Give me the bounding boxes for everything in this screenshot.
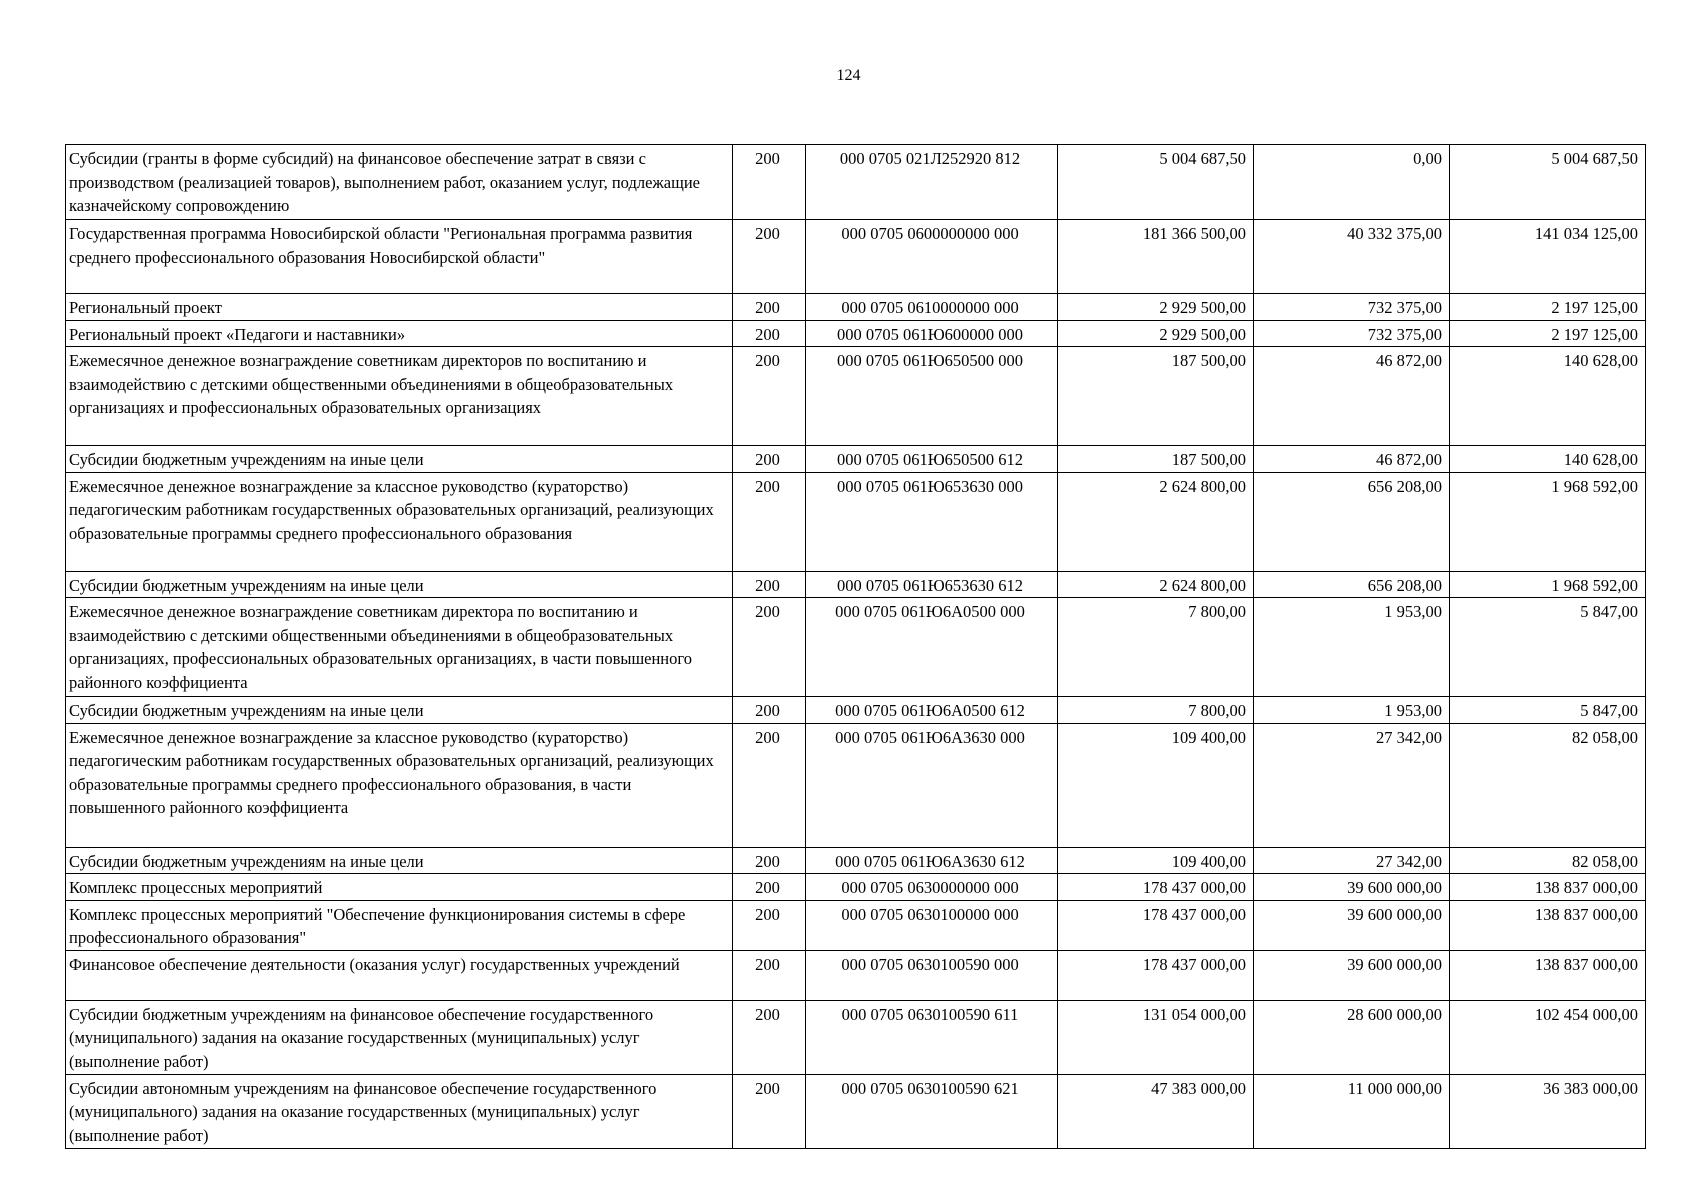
- row-remaining-amount: 138 837 000,00: [1450, 900, 1646, 950]
- table-row: [66, 900, 1646, 950]
- row-remaining-amount: 1 968 592,00: [1450, 472, 1646, 571]
- row-plan-amount: 109 400,00: [1058, 723, 1254, 847]
- row-remaining-amount: 5 004 687,50: [1450, 145, 1646, 220]
- row-budget-code: 000 0705 021Л252920 812: [806, 145, 1058, 220]
- row-remaining-amount: 1 968 592,00: [1450, 571, 1646, 598]
- row-name: Ежемесячное денежное вознаграждение за классное руководство (кураторство) педагогическим работникам государственных образовательных организаций, реализующих образовательные программы среднего профессионального образования, в части повышенного районного коэффициента: [66, 723, 733, 847]
- row-remaining-amount: 36 383 000,00: [1450, 1074, 1646, 1148]
- row-budget-code: 000 0705 0600000000 000: [806, 220, 1058, 294]
- row-executed-amount: 1 953,00: [1254, 598, 1450, 697]
- row-budget-code: 000 0705 061Ю650500 000: [806, 347, 1058, 446]
- table-row: [66, 1000, 1646, 1074]
- row-plan-amount: 131 054 000,00: [1058, 1000, 1254, 1074]
- row-plan-amount: 187 500,00: [1058, 347, 1254, 446]
- row-budget-code: 000 0705 061Ю6А3630 612: [806, 847, 1058, 874]
- row-executed-amount: 46 872,00: [1254, 347, 1450, 446]
- table-row: [66, 697, 1646, 724]
- row-admin-code: 200: [733, 571, 806, 598]
- row-admin-code: 200: [733, 598, 806, 697]
- row-remaining-amount: 5 847,00: [1450, 598, 1646, 697]
- row-plan-amount: 2 624 800,00: [1058, 472, 1254, 571]
- table-row: [66, 950, 1646, 1000]
- row-executed-amount: 27 342,00: [1254, 723, 1450, 847]
- row-plan-amount: 178 437 000,00: [1058, 874, 1254, 901]
- row-budget-code: 000 0705 061Ю650500 612: [806, 446, 1058, 473]
- row-remaining-amount: 138 837 000,00: [1450, 874, 1646, 901]
- row-budget-code: 000 0705 0630100590 621: [806, 1074, 1058, 1148]
- row-executed-amount: 46 872,00: [1254, 446, 1450, 473]
- row-plan-amount: 181 366 500,00: [1058, 220, 1254, 294]
- row-remaining-amount: 2 197 125,00: [1450, 294, 1646, 321]
- row-executed-amount: 732 375,00: [1254, 320, 1450, 347]
- row-remaining-amount: 102 454 000,00: [1450, 1000, 1646, 1074]
- table-row: [66, 472, 1646, 571]
- row-name: Комплекс процессных мероприятий "Обеспечение функционирования системы в сфере профессионального образования": [66, 900, 733, 950]
- table-row: [66, 1074, 1646, 1148]
- row-budget-code: 000 0705 061Ю600000 000: [806, 320, 1058, 347]
- row-budget-code: 000 0705 0610000000 000: [806, 294, 1058, 321]
- row-admin-code: 200: [733, 1000, 806, 1074]
- row-plan-amount: 109 400,00: [1058, 847, 1254, 874]
- row-plan-amount: 178 437 000,00: [1058, 950, 1254, 1000]
- row-remaining-amount: 141 034 125,00: [1450, 220, 1646, 294]
- row-admin-code: 200: [733, 847, 806, 874]
- row-executed-amount: 1 953,00: [1254, 697, 1450, 724]
- row-name: Комплекс процессных мероприятий: [66, 874, 733, 901]
- row-remaining-amount: 82 058,00: [1450, 847, 1646, 874]
- row-plan-amount: 5 004 687,50: [1058, 145, 1254, 220]
- row-name: Ежемесячное денежное вознаграждение советникам директоров по воспитанию и взаимодействию с детскими общественными объединениями в общеобразовательных организациях и профессиональных образовательных организациях: [66, 347, 733, 446]
- table-row: [66, 598, 1646, 697]
- row-admin-code: 200: [733, 220, 806, 294]
- row-admin-code: 200: [733, 472, 806, 571]
- row-admin-code: 200: [733, 320, 806, 347]
- row-executed-amount: 656 208,00: [1254, 571, 1450, 598]
- table-row: [66, 446, 1646, 473]
- row-remaining-amount: 140 628,00: [1450, 347, 1646, 446]
- row-name: Субсидии бюджетным учреждениям на иные цели: [66, 847, 733, 874]
- row-admin-code: 200: [733, 950, 806, 1000]
- row-admin-code: 200: [733, 697, 806, 724]
- row-budget-code: 000 0705 061Ю653630 612: [806, 571, 1058, 598]
- row-name: Ежемесячное денежное вознаграждение за классное руководство (кураторство) педагогическим работникам государственных образовательных организаций, реализующих образовательные программы среднего профессионального образования: [66, 472, 733, 571]
- row-remaining-amount: 5 847,00: [1450, 697, 1646, 724]
- row-executed-amount: 0,00: [1254, 145, 1450, 220]
- row-remaining-amount: 2 197 125,00: [1450, 320, 1646, 347]
- row-name: Финансовое обеспечение деятельности (оказания услуг) государственных учреждений: [66, 950, 733, 1000]
- row-budget-code: 000 0705 061Ю6А3630 000: [806, 723, 1058, 847]
- row-name: Субсидии бюджетным учреждениям на иные цели: [66, 571, 733, 598]
- row-name: Субсидии (гранты в форме субсидий) на финансовое обеспечение затрат в связи с производством (реализацией товаров), выполнением работ, оказанием услуг, подлежащие казначейскому сопровождению: [66, 145, 733, 220]
- row-budget-code: 000 0705 061Ю6А0500 612: [806, 697, 1058, 724]
- row-name: Региональный проект: [66, 294, 733, 321]
- row-budget-code: 000 0705 061Ю653630 000: [806, 472, 1058, 571]
- table-row: [66, 874, 1646, 901]
- row-budget-code: 000 0705 0630000000 000: [806, 874, 1058, 901]
- row-remaining-amount: 82 058,00: [1450, 723, 1646, 847]
- table-row: [66, 723, 1646, 847]
- row-executed-amount: 656 208,00: [1254, 472, 1450, 571]
- row-admin-code: 200: [733, 446, 806, 473]
- row-name: Субсидии бюджетным учреждениям на финансовое обеспечение государственного (муниципального) задания на оказание государственных (муниципальных) услуг (выполнение работ): [66, 1000, 733, 1074]
- row-name: Государственная программа Новосибирской области "Региональная программа развития среднего профессионального образования Новосибирской области": [66, 220, 733, 294]
- row-budget-code: 000 0705 0630100590 000: [806, 950, 1058, 1000]
- row-admin-code: 200: [733, 723, 806, 847]
- row-executed-amount: 39 600 000,00: [1254, 900, 1450, 950]
- row-plan-amount: 7 800,00: [1058, 598, 1254, 697]
- row-budget-code: 000 0705 0630100000 000: [806, 900, 1058, 950]
- row-name: Ежемесячное денежное вознаграждение советникам директора по воспитанию и взаимодействию с детскими общественными объединениями в общеобразовательных организациях, профессиональных образовательных организациях, в части повышенного районного коэффициента: [66, 598, 733, 697]
- row-admin-code: 200: [733, 294, 806, 321]
- row-plan-amount: 47 383 000,00: [1058, 1074, 1254, 1148]
- row-plan-amount: 2 929 500,00: [1058, 320, 1254, 347]
- row-executed-amount: 11 000 000,00: [1254, 1074, 1450, 1148]
- row-plan-amount: 7 800,00: [1058, 697, 1254, 724]
- table-row: [66, 145, 1646, 220]
- table-row: [66, 220, 1646, 294]
- row-budget-code: 000 0705 061Ю6А0500 000: [806, 598, 1058, 697]
- row-name: Субсидии автономным учреждениям на финансовое обеспечение государственного (муниципального) задания на оказание государственных (муниципальных) услуг (выполнение работ): [66, 1074, 733, 1148]
- table-row: [66, 347, 1646, 446]
- row-name: Региональный проект «Педагоги и наставники»: [66, 320, 733, 347]
- row-remaining-amount: 140 628,00: [1450, 446, 1646, 473]
- row-name: Субсидии бюджетным учреждениям на иные цели: [66, 697, 733, 724]
- table-row: [66, 294, 1646, 321]
- row-executed-amount: 27 342,00: [1254, 847, 1450, 874]
- budget-table: [65, 144, 1646, 1149]
- row-admin-code: 200: [733, 145, 806, 220]
- row-admin-code: 200: [733, 900, 806, 950]
- row-executed-amount: 28 600 000,00: [1254, 1000, 1450, 1074]
- row-admin-code: 200: [733, 347, 806, 446]
- row-executed-amount: 39 600 000,00: [1254, 874, 1450, 901]
- page-number: 124: [836, 67, 861, 84]
- row-executed-amount: 40 332 375,00: [1254, 220, 1450, 294]
- table-row: [66, 571, 1646, 598]
- row-budget-code: 000 0705 0630100590 611: [806, 1000, 1058, 1074]
- row-executed-amount: 732 375,00: [1254, 294, 1450, 321]
- row-plan-amount: 2 624 800,00: [1058, 571, 1254, 598]
- row-remaining-amount: 138 837 000,00: [1450, 950, 1646, 1000]
- table-row: [66, 320, 1646, 347]
- row-plan-amount: 178 437 000,00: [1058, 900, 1254, 950]
- row-plan-amount: 187 500,00: [1058, 446, 1254, 473]
- row-plan-amount: 2 929 500,00: [1058, 294, 1254, 321]
- row-executed-amount: 39 600 000,00: [1254, 950, 1450, 1000]
- row-name: Субсидии бюджетным учреждениям на иные цели: [66, 446, 733, 473]
- row-admin-code: 200: [733, 874, 806, 901]
- table-row: [66, 847, 1646, 874]
- row-admin-code: 200: [733, 1074, 806, 1148]
